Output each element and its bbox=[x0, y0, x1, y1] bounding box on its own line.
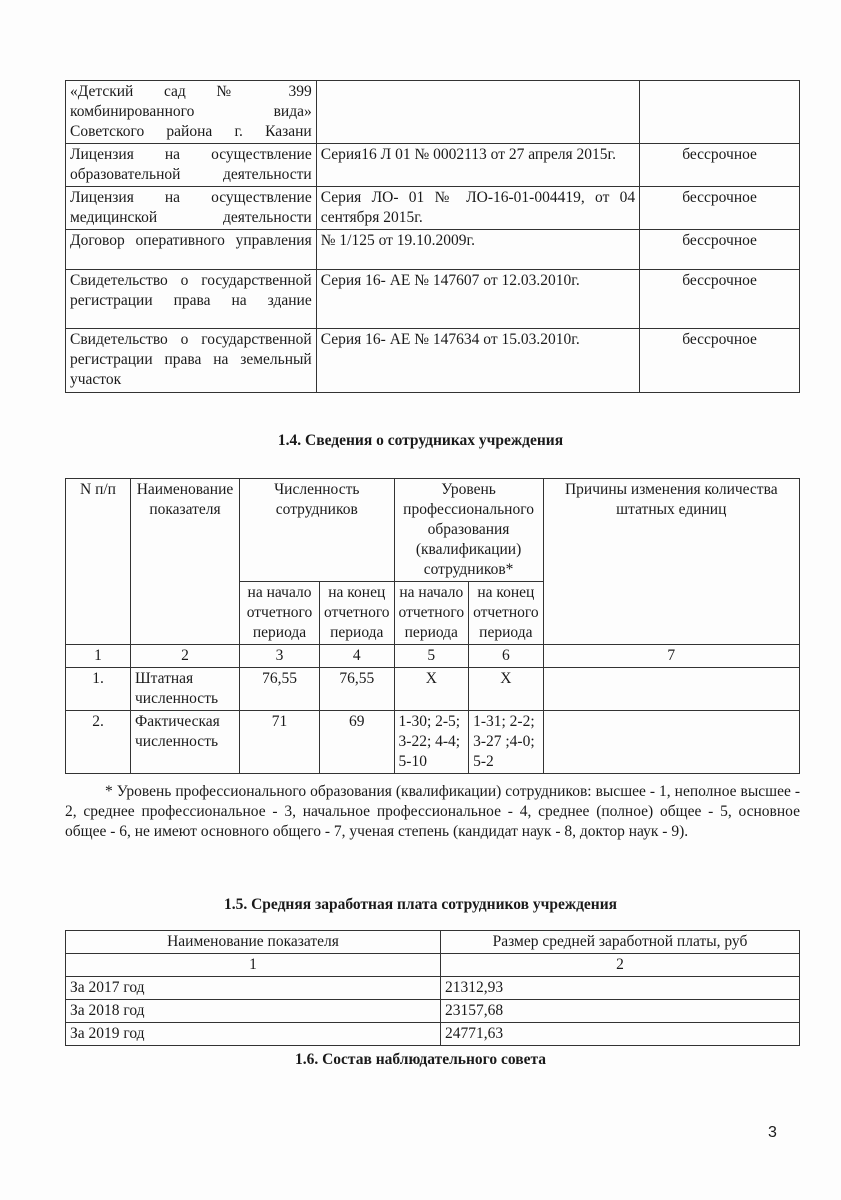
table-row bbox=[66, 187, 800, 230]
table-row bbox=[66, 668, 800, 711]
header-count-end: на конец отчетного периода bbox=[320, 582, 395, 645]
salary-col-number: 1 bbox=[66, 954, 441, 977]
column-numbers-row bbox=[66, 645, 800, 668]
column-number: 4 bbox=[320, 645, 395, 668]
document-term: бессрочное bbox=[640, 270, 800, 329]
employees-table bbox=[65, 478, 800, 774]
column-number: 3 bbox=[240, 645, 320, 668]
section-1-4-title: 1.4. Сведения о сотрудниках учреждения bbox=[277, 432, 564, 449]
document-details: Серия16 Л 01 № 0002113 от 27 апреля 2015г. bbox=[316, 144, 639, 187]
table-row bbox=[66, 711, 800, 774]
section-1-6-title: 1.6. Состав наблюдательного совета bbox=[294, 1051, 547, 1068]
cell-num: 1. bbox=[66, 668, 131, 711]
footnote: * Уровень профессионального образования (квалификации) сотрудников: высшее - 1, неполное высшее - 2, среднее профессиональное - 3, начальное профессиональное - 4, среднее (полное) общее - 5, основное общее - 6, не имеют основного общего - 7, ученая степень (кандидат наук - 8, доктор наук - 9). bbox=[65, 783, 800, 840]
salary-table bbox=[65, 930, 800, 1046]
header-num: N п/п bbox=[66, 479, 131, 645]
documents-table bbox=[65, 80, 800, 393]
cell-num: 2. bbox=[66, 711, 131, 774]
section-1-5-title: 1.5. Средняя заработная плата сотрудников учреждения bbox=[223, 896, 618, 913]
salary-year: За 2018 год bbox=[66, 1000, 441, 1023]
salary-year: За 2019 год bbox=[66, 1023, 441, 1046]
table-row bbox=[66, 329, 800, 393]
cell-reason bbox=[543, 668, 799, 711]
salary-year: За 2017 год bbox=[66, 977, 441, 1000]
table-row bbox=[66, 977, 800, 1000]
header-level: Уровень профессионального образования (квалификации) сотрудников* bbox=[394, 479, 543, 582]
cell-reason bbox=[543, 711, 799, 774]
salary-col-number: 2 bbox=[441, 954, 800, 977]
document-name: Свидетельство о государственной регистрации права на земельный участок bbox=[66, 329, 317, 393]
column-number: 5 bbox=[394, 645, 469, 668]
header-count: Численность сотрудников bbox=[240, 479, 395, 582]
header-level-start: на начало отчетного периода bbox=[394, 582, 469, 645]
cell-lvl-end: 1-31; 2-2; 3-27 ;4-0; 5-2 bbox=[469, 711, 544, 774]
cell-start: 76,55 bbox=[240, 668, 320, 711]
document-term: бессрочное bbox=[640, 329, 800, 393]
document-term: бессрочное bbox=[640, 144, 800, 187]
document-details: Серия ЛО- 01 № ЛО-16-01-004419, от 04 сентября 2015г. bbox=[316, 187, 639, 230]
document-details bbox=[316, 81, 639, 144]
document-name: Свидетельство о государственной регистрации права на здание bbox=[66, 270, 317, 329]
cell-name: Штатная численность bbox=[131, 668, 240, 711]
cell-start: 71 bbox=[240, 711, 320, 774]
document-details: Серия 16- АЕ № 147607 от 12.03.2010г. bbox=[316, 270, 639, 329]
document-name: Лицензия на осуществление медицинской деятельности bbox=[66, 187, 317, 230]
salary-header-name: Наименование показателя bbox=[66, 931, 441, 954]
column-number: 7 bbox=[543, 645, 799, 668]
cell-end: 69 bbox=[320, 711, 395, 774]
column-number: 2 bbox=[131, 645, 240, 668]
cell-end: 76,55 bbox=[320, 668, 395, 711]
table-row bbox=[66, 81, 800, 144]
cell-lvl-start: Х bbox=[394, 668, 469, 711]
column-number: 1 bbox=[66, 645, 131, 668]
header-name: Наименование показателя bbox=[131, 479, 240, 645]
cell-lvl-end: Х bbox=[469, 668, 544, 711]
table-row bbox=[66, 1023, 800, 1046]
document-name: «Детский сад № 399 комбинированного вида» Советского района г. Казани bbox=[66, 81, 317, 144]
document-term: бессрочное bbox=[640, 187, 800, 230]
table-row bbox=[66, 270, 800, 329]
table-row bbox=[66, 1000, 800, 1023]
header-level-end: на конец отчетного периода bbox=[469, 582, 544, 645]
document-details: Серия 16- АЕ № 147634 от 15.03.2010г. bbox=[316, 329, 639, 393]
page-number: 3 bbox=[768, 1124, 777, 1141]
cell-lvl-start: 1-30; 2-5; 3-22; 4-4; 5-10 bbox=[394, 711, 469, 774]
salary-value: 23157,68 bbox=[441, 1000, 800, 1023]
header-reasons: Причины изменения количества штатных единиц bbox=[543, 479, 799, 645]
document-term: бессрочное bbox=[640, 230, 800, 270]
salary-value: 21312,93 bbox=[441, 977, 800, 1000]
document-name: Лицензия на осуществление образовательной деятельности bbox=[66, 144, 317, 187]
salary-value: 24771,63 bbox=[441, 1023, 800, 1046]
table-row bbox=[66, 230, 800, 270]
cell-name: Фактическая численность bbox=[131, 711, 240, 774]
table-row bbox=[66, 144, 800, 187]
document-term bbox=[640, 81, 800, 144]
header-count-start: на начало отчетного периода bbox=[240, 582, 320, 645]
document-details: № 1/125 от 19.10.2009г. bbox=[316, 230, 639, 270]
column-number: 6 bbox=[469, 645, 544, 668]
salary-header-value: Размер средней заработной платы, руб bbox=[441, 931, 800, 954]
document-name: Договор оперативного управления bbox=[66, 230, 317, 270]
